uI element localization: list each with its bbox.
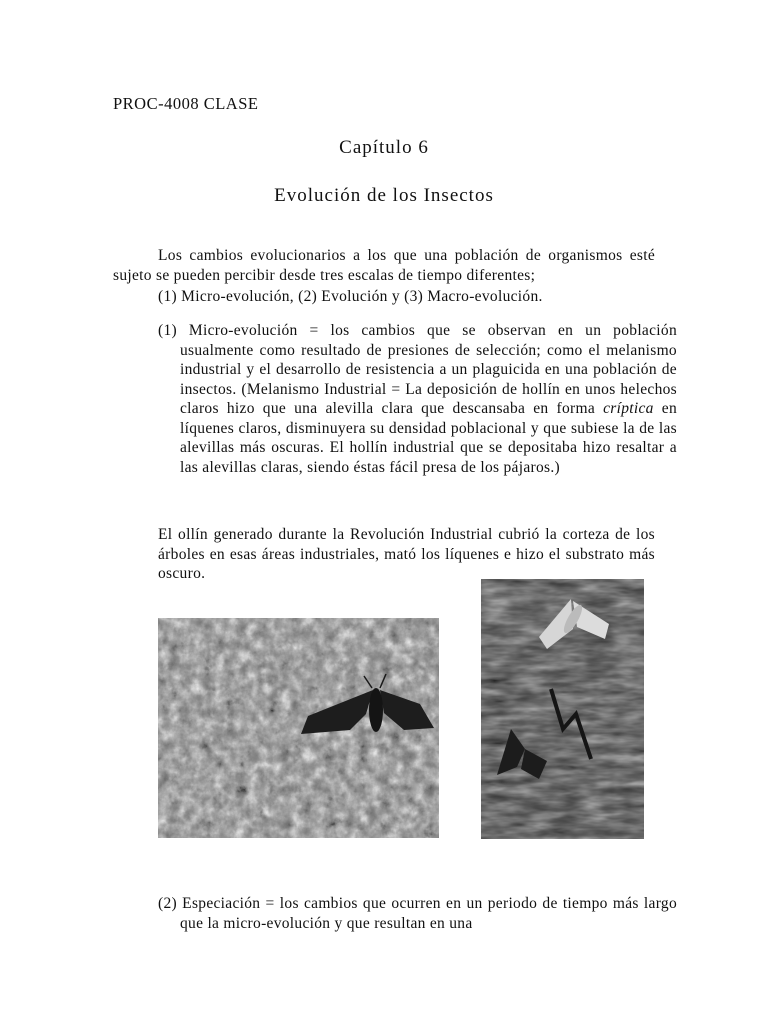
- micro-evolution-item: [158, 321, 677, 477]
- criptica-term: críptica: [603, 400, 654, 417]
- course-code: PROC-4008 CLASE: [113, 94, 259, 113]
- chapter-title: Evolución de los Insectos: [274, 185, 494, 206]
- micro-evolution-text: (1) Micro-evolución = los cambios que se observan en un población usualmente como resultado de presiones de selección; como el melanismo industrial y el desarrollo de resistencia a un plaguicida en una población de insectos. (Melanismo Industrial = La deposición de hollín en unos helechos claros hizo que una alevilla clara que descansaba en forma: [158, 322, 677, 417]
- chapter-label: Capítulo 6: [339, 137, 429, 158]
- light-moth-on-dark-bark-photo: [481, 579, 644, 839]
- intro-paragraph: Los cambios evolucionarios a los que una población de organismos esté sujeto se pueden percibir desde tres escalas de tiempo diferentes;: [113, 247, 655, 284]
- speciation-item: (2) Especiación = los cambios que ocurren en un periodo de tiempo más largo que la micro-evolución y que resultan en una: [158, 895, 677, 932]
- intro-scales-list: (1) Micro-evolución, (2) Evolución y (3) Macro-evolución.: [158, 288, 543, 305]
- dark-moth-on-lichen-photo: [158, 618, 439, 838]
- ollin-paragraph: El ollín generado durante la Revolución Industrial cubrió la corteza de los árboles en esas áreas industriales, mató los líquenes e hizo el substrato más oscuro.: [158, 526, 655, 582]
- micro-evolution-text-end: en líquenes claros, disminuyera su densidad poblacional y que subiese la de las alevillas más oscuras. El hollín industrial que se depositaba hizo resaltar a las alevillas claras, siendo éstas fácil presa de los pájaros.): [180, 400, 677, 476]
